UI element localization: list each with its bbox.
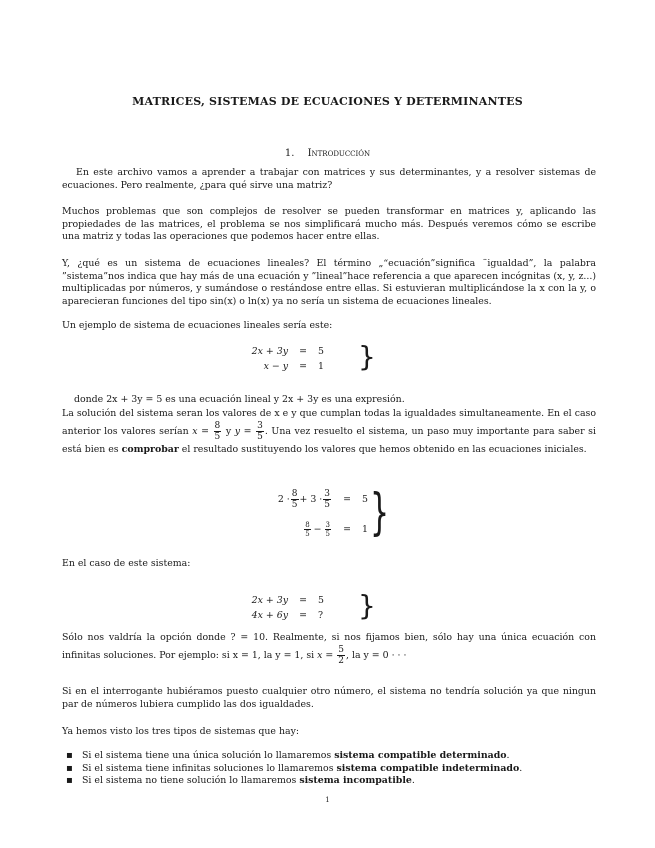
solution-y-label: y = <box>234 426 252 437</box>
equation-equals: = <box>299 595 307 606</box>
equation-rhs: ? <box>318 610 324 621</box>
equation-equals: = <box>343 523 351 535</box>
verification-row-1 <box>262 484 376 514</box>
page-number: 1 <box>325 796 330 804</box>
equation-equals: = <box>299 361 307 372</box>
right-brace-icon: } <box>358 589 376 622</box>
paragraph-solution <box>62 406 596 457</box>
fraction-denominator: 5 <box>291 499 298 510</box>
section-heading <box>0 148 655 159</box>
fraction <box>291 489 299 510</box>
list-item-text: Si el sistema tiene infinitas soluciones lo llamaremos <box>82 762 337 774</box>
list-item <box>82 763 522 776</box>
paragraph-no-solution: Si en el interrogante hubiéramos puesto cualquier otro número, el sistema no tendría solución ya que ningun par de números lubiera cumplido las dos igualdades. <box>62 686 596 710</box>
fraction <box>323 489 331 510</box>
verification-term: + 3 · <box>299 493 323 505</box>
fraction-numerator: 8 <box>214 421 221 431</box>
fraction-denominator: 5 <box>305 529 310 538</box>
equation-row <box>226 608 332 623</box>
fraction-denominator: 5 <box>257 432 263 442</box>
fraction-x <box>214 421 222 442</box>
equation-lhs: 2x + 3y <box>251 595 288 606</box>
right-brace-icon: } <box>370 483 390 541</box>
section-title: Introducción <box>307 148 371 159</box>
equation-equals: = <box>299 346 307 357</box>
equation-lhs: 4x + 6y <box>251 610 288 621</box>
list-item-text: Si el sistema tiene una única solución lo llamaremos <box>82 750 335 761</box>
solution-text-b: . Una vez resuelto el sistema, un paso muy importante para saber si está bien es <box>62 426 596 455</box>
list-item <box>82 775 522 788</box>
verification-system <box>262 484 376 544</box>
solution-emphasis: comprobar <box>121 444 179 455</box>
solution-text-c: el resultado sustituyendo los valores que hemos obtenido en las ecuaciones iniciales. <box>178 444 587 455</box>
list-item-term: sistema compatible indeterminado <box>336 762 520 774</box>
list-item-term: sistema compatible determinado <box>334 750 507 761</box>
equation-rhs: 5 <box>318 346 324 357</box>
paragraph-case: En el caso de este sistema: <box>62 558 191 569</box>
fraction-numerator: 8 <box>291 488 298 499</box>
paragraph-intro: En este archivo vamos a aprender a trabajar con matrices y sus determinantes, y a resolver sistemas de ecuaciones. Pero realmente, ¿para qué sirve una matriz? <box>62 167 596 191</box>
equation-equals: = <box>299 610 307 621</box>
equation-lhs: x − y <box>263 361 288 372</box>
equation-row <box>226 344 332 359</box>
fraction-numerator: 3 <box>257 421 263 431</box>
verification-lhs <box>262 489 332 510</box>
paragraph-definition: donde 2x + 3y = 5 es una ecuación lineal y 2x + 3y es una expresión. <box>74 394 405 405</box>
infinite-text-a: Sólo nos valdría la opción donde ? = 10. Realmente, si nos fijamos bien, sólo hay una única ecuación con infinitas soluciones. Por ejemplo: si x = 1, la y = 1, si <box>62 632 596 661</box>
list-item-end: . <box>411 775 415 787</box>
paragraph-example-intro: Un ejemplo de sistema de ecuaciones lineales sería este: <box>62 320 333 331</box>
fraction <box>304 521 310 538</box>
paragraph-problems: Muchos problemas que son complejos de resolver se pueden transformar en matrices y, aplicando las propiedades de las matrices, el problema se nos simplificará mucho más. Después veremos cómo se escribe una matriz y todas las operaciones que podemos hacer entre ellas. <box>62 206 596 243</box>
infinite-x-label: x = <box>317 650 334 661</box>
fraction-numerator: 3 <box>325 520 330 529</box>
verification-row-2 <box>262 514 376 544</box>
equation-system-2 <box>226 593 332 623</box>
fraction-numerator: 3 <box>324 488 330 499</box>
verification-term: − <box>313 523 322 535</box>
section-number: 1. <box>284 148 295 159</box>
list-item-end: . <box>506 750 510 761</box>
infinite-text-b: , la y = 0 · · · <box>345 650 407 661</box>
solution-and: y <box>225 426 232 437</box>
paragraph-types-intro: Ya hemos visto los tres tipos de sistemas que hay: <box>62 726 300 737</box>
document-title: MATRICES, SISTEMAS DE ECUACIONES Y DETERMINANTES <box>132 95 523 108</box>
equation-lhs: 2x + 3y <box>251 346 288 357</box>
fraction-y <box>256 421 264 442</box>
list-item-term: sistema incompatible <box>299 775 412 787</box>
system-types-list <box>62 750 522 788</box>
equation-system-1 <box>226 344 332 374</box>
equation-row <box>226 593 332 608</box>
list-item-text: Si el sistema no tiene solución lo llamaremos <box>82 775 300 787</box>
fraction-denominator: 5 <box>325 529 330 538</box>
equation-equals: = <box>343 493 351 505</box>
verification-lhs <box>262 521 332 538</box>
fraction <box>325 521 331 538</box>
fraction-x <box>337 645 345 666</box>
right-brace-icon: } <box>358 340 376 373</box>
list-item <box>82 750 522 763</box>
list-item-end: . <box>519 762 523 774</box>
solution-x-label: x = <box>192 426 209 437</box>
verification-term: 2 · <box>277 493 290 505</box>
paragraph-linear-systems: Y, ¿qué es un sistema de ecuaciones lineales? El término „“ecuación”significa ¨igualdad”, la palabra ”sistema”nos indica que hay más de una ecuación y ”lineal”hace referencia a que aparecen incógnitas (x, y, z...) multiplicadas por números, y sumándose o restándose entre ellas. Si estuvieran multiplicándose la x con la y, o aparecieran funciones del tipo sin(x) o ln(x) ya no sería un sistema de ecuaciones lineales. <box>62 258 596 307</box>
paragraph-infinite <box>62 630 596 666</box>
fraction-numerator: 8 <box>305 520 310 529</box>
solution-text-a: La solución del sistema seran los valores de x e y que cumplan todas la igualdades simultaneamente. En el caso anterior los valores serían <box>62 408 596 437</box>
equation-rhs: 1 <box>318 361 324 372</box>
fraction-denominator: 2 <box>338 656 344 666</box>
equation-row <box>226 359 332 374</box>
fraction-numerator: 5 <box>338 645 344 655</box>
equation-rhs: 1 <box>362 523 368 535</box>
equation-rhs: 5 <box>362 493 368 505</box>
equation-rhs: 5 <box>318 595 324 606</box>
fraction-denominator: 5 <box>214 432 221 442</box>
fraction-denominator: 5 <box>324 499 330 510</box>
